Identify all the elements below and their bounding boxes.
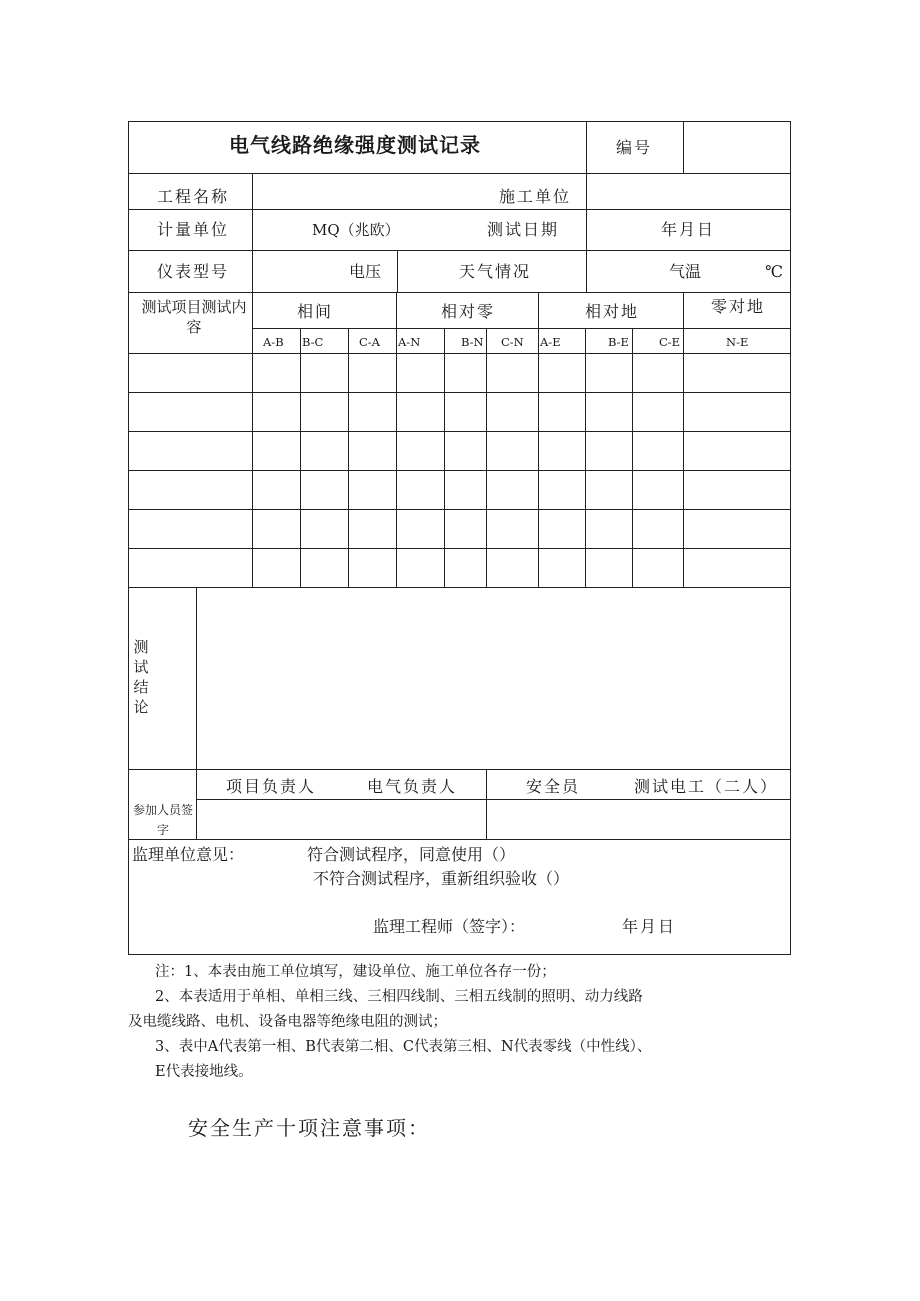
project-name-label: 工程名称: [157, 187, 230, 206]
row-divider: [129, 548, 790, 549]
col-divider: [632, 328, 633, 587]
signature-field[interactable]: [488, 801, 788, 838]
note-line: 注：1、本表由施工单位填写，建设单位、施工单位各存一份；: [155, 964, 556, 980]
test-item-label: 测试项目测试内容: [141, 298, 247, 336]
note-line: 及电缆线路、电机、设备电器等绝缘电阻的测试；: [128, 1014, 447, 1030]
col-divider: [586, 122, 587, 173]
instrument-field[interactable]: [254, 252, 344, 291]
voltage-label: 电压: [349, 262, 382, 281]
row-divider: [129, 769, 790, 770]
column-header: A-B: [263, 335, 284, 349]
supervision-label: 监理单位意见：: [132, 845, 245, 864]
col-divider: [538, 292, 539, 587]
test-record-form: [128, 121, 791, 955]
row-divider: [196, 799, 790, 800]
group-interphase: 相间: [297, 302, 334, 321]
group-phase-to-ground: 相对地: [585, 302, 640, 321]
role-test-electrician: 测试电工（二人）: [634, 777, 779, 796]
col-divider: [348, 328, 349, 587]
construction-unit-field[interactable]: [588, 175, 788, 208]
col-divider: [683, 292, 684, 587]
row-divider: [129, 839, 790, 840]
col-divider: [683, 122, 684, 173]
row-divider: [129, 470, 790, 471]
group-phase-to-neutral: 相对零: [441, 302, 496, 321]
participants-label: 参加人员签字: [132, 803, 193, 837]
test-date-value[interactable]: 年月日: [661, 220, 716, 239]
column-header: A-E: [540, 335, 561, 349]
col-divider: [486, 328, 487, 587]
row-divider: [129, 173, 790, 174]
col-divider: [486, 769, 487, 839]
column-header: A-N: [398, 335, 421, 349]
engineer-signature-label: 监理工程师（签字）：: [373, 917, 526, 936]
row-divider: [129, 587, 790, 588]
conclusion-label: 测试结论: [133, 638, 149, 716]
column-header: C-N: [501, 335, 524, 349]
column-header: C-A: [359, 335, 380, 349]
row-divider: [129, 509, 790, 510]
col-divider: [444, 328, 445, 587]
form-title: 电气线路绝缘强度测试记录: [229, 133, 481, 157]
column-header: B-N: [461, 335, 484, 349]
temperature-unit: ℃: [765, 262, 783, 281]
col-divider: [396, 292, 397, 587]
row-divider: [252, 328, 790, 329]
role-safety-officer: 安全员: [526, 777, 581, 796]
engineer-date[interactable]: 年月日: [622, 917, 677, 936]
number-label: 编号: [616, 138, 653, 157]
row-divider: [129, 292, 790, 293]
column-header: C-E: [659, 335, 681, 349]
row-divider: [129, 250, 790, 251]
project-name-field[interactable]: [254, 175, 499, 208]
row-divider: [129, 392, 790, 393]
role-electrical-manager: 电气负责人: [367, 777, 458, 796]
opinion-agree[interactable]: 符合测试程序，同意使用（）: [307, 845, 516, 864]
opinion-disagree[interactable]: 不符合测试程序，重新组织验收（）: [313, 869, 570, 888]
measure-unit-value: MQ（兆欧）: [312, 221, 400, 239]
role-project-manager: 项目负责人: [226, 777, 317, 796]
group-neutral-to-ground: 零对地: [711, 297, 766, 316]
safety-heading: 安全生产十项注意事项：: [188, 1116, 430, 1140]
col-divider: [196, 769, 197, 839]
note-line: 2、本表适用于单相、单相三线、三相四线制、三相五线制的照明、动力线路: [155, 989, 643, 1005]
construction-unit-label: 施工单位: [499, 187, 572, 206]
signature-field[interactable]: [198, 801, 485, 838]
measure-unit-label: 计量单位: [157, 220, 230, 239]
col-divider: [585, 328, 586, 587]
column-header: B-E: [608, 335, 629, 349]
instrument-label: 仪表型号: [157, 262, 230, 281]
col-divider: [300, 328, 301, 587]
row-divider: [129, 353, 790, 354]
col-divider: [586, 173, 587, 293]
row-divider: [129, 431, 790, 432]
column-header: B-C: [302, 335, 324, 349]
note-line: E代表接地线。: [155, 1064, 253, 1080]
weather-label: 天气情况: [459, 262, 532, 281]
temperature-label: 气温: [669, 262, 702, 281]
number-field[interactable]: [685, 124, 788, 171]
row-divider: [129, 209, 790, 210]
note-line: 3、表中A代表第一相、B代表第二相、C代表第三相、N代表零线（中性线）、: [155, 1039, 652, 1055]
col-divider: [196, 587, 197, 769]
col-divider: [252, 173, 253, 587]
column-header: N-E: [726, 335, 749, 349]
col-divider: [397, 250, 398, 292]
test-date-label: 测试日期: [487, 220, 560, 239]
conclusion-field[interactable]: [198, 589, 788, 767]
